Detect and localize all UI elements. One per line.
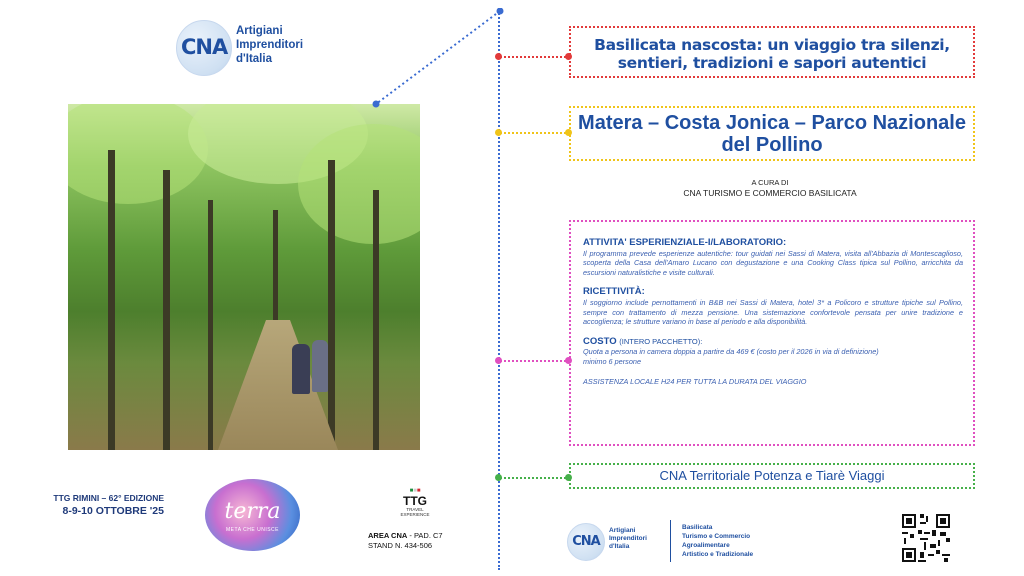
organizers-box — [569, 463, 975, 489]
flag-icon: ■■■ — [409, 488, 421, 494]
accommodation-text: Il soggiorno include pernottamenti in B&B nei Sassi di Matera, hotel 3* a Policoro e strutture tipiche sul Pollino, sempre con trattamento di mezza pensione. Una sistemazione confortevole pensata per unire tradizione e accoglienza; le strutture variano in base al periodo e alla disponibilità. — [583, 297, 963, 327]
accommodation-heading: RICETTIVITÀ: — [583, 286, 645, 298]
connector-dot — [495, 53, 502, 60]
footer-cna-division: Basilicata Turismo e Commercio Agroalimentare Artistico e Tradizionale — [682, 524, 754, 558]
cna-logo — [176, 20, 351, 76]
curated-by — [600, 178, 940, 198]
ttg-logo: ■■■ TTG TRAVEL EXPERIENCE — [395, 487, 435, 517]
connector-dot — [495, 474, 502, 481]
event-dates: 8-9-10 OTTOBRE '25 — [62, 505, 164, 517]
connector-title — [500, 56, 570, 58]
connector-info — [500, 360, 570, 362]
curated-by-label: A CURA DI — [751, 178, 789, 187]
qr-code[interactable] — [900, 512, 952, 564]
cost-line: Quota a persona in camera doppia a partire da 469 € (costo per il 2026 in via di definizione) — [583, 347, 879, 357]
page-title: Basilicata nascosta: un viaggio tra silenzi, sentieri, tradizioni e sapori autentici — [594, 36, 950, 72]
title-box — [569, 26, 975, 78]
curated-by-org: CNA TURISMO E COMMERCIO BASILICATA — [683, 188, 857, 198]
activities-text: Il programma prevede esperienze autentiche: tour guidati nei Sassi di Matera, visita all'Abbazia di Montescaglioso, scoperta della Casa dell'Amaro Lucano con degustazione e una Cooking Class tipica sul Pollino, arricchita da escursioni naturalistiche e visite culturali. — [583, 248, 963, 277]
cost-minimum: minimo 6 persone — [583, 356, 641, 366]
event-info — [44, 493, 164, 518]
connector-organizers — [500, 477, 570, 479]
cost-heading: COSTO (INTERO PACCHETTO): — [583, 335, 703, 347]
cna-logo-text: Artigiani Imprenditori d'Italia — [236, 25, 304, 65]
connector-destination — [500, 132, 570, 134]
footer-divider — [670, 520, 671, 562]
connector-dot — [495, 357, 502, 364]
activities-heading: ATTIVITA' ESPERIENZIALE-I/LABORATORIO: — [583, 237, 787, 248]
terra-logo: terra META CHE UNISCE — [205, 479, 300, 551]
organizers-text: CNA Territoriale Potenza e Tiarè Viaggi — [659, 468, 885, 483]
cna-logo-mark: CNA — [567, 523, 605, 561]
assistance-line: ASSISTENZA LOCALE H24 PER TUTTA LA DURATA DEL VIAGGIO — [583, 376, 807, 386]
event-edition: TTG RIMINI – 62° EDIZIONE — [53, 493, 164, 503]
destination-box — [569, 106, 975, 161]
destination-title: Matera – Costa Jonica – Parco Nazionale del Pollino — [578, 112, 966, 156]
footer-cna-logo: CNA Artigiani Imprenditori d'Italia — [567, 523, 667, 563]
connector-dot — [495, 129, 502, 136]
connector-diagonal — [370, 8, 505, 108]
cna-logo-mark: CNA — [176, 20, 232, 76]
stand-info: AREA CNA - PAD. C7 STAND N. 434-506 — [368, 531, 443, 550]
info-box — [569, 220, 975, 446]
forest-hikers-photo — [68, 104, 420, 450]
